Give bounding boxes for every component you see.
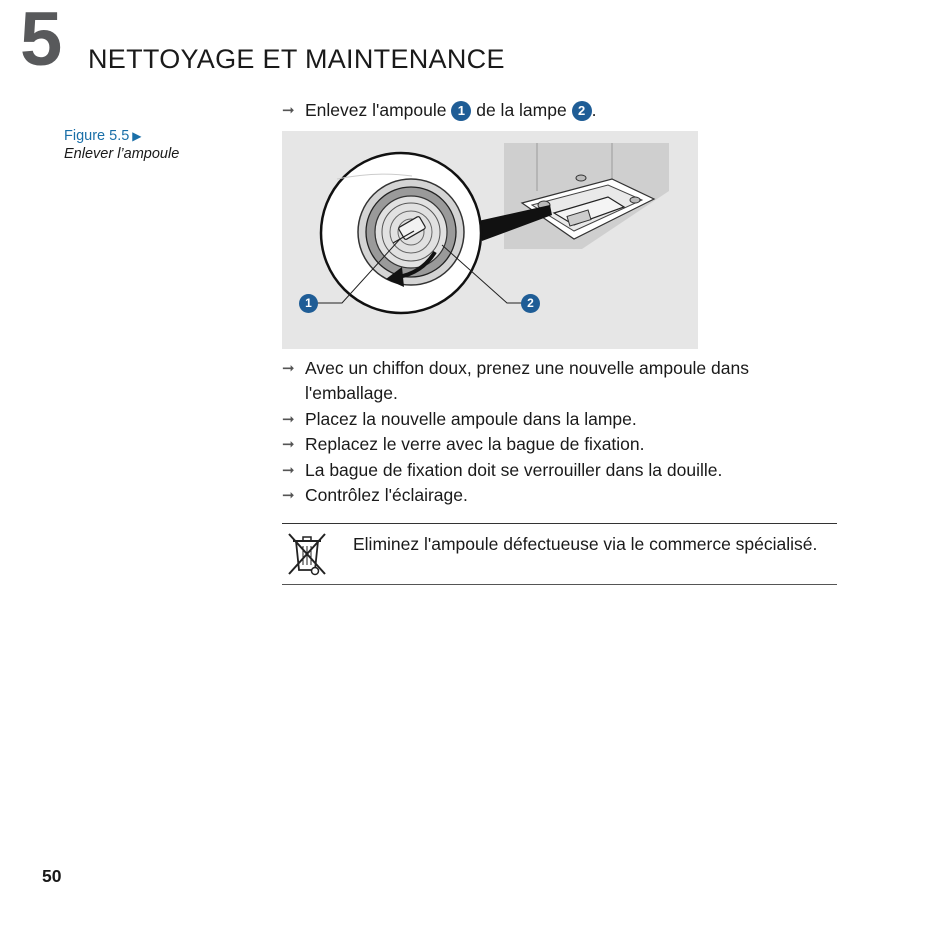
figure-label: Figure 5.5	[64, 128, 130, 144]
arrow-right-icon: ➞	[282, 360, 295, 377]
bulb-removal-drawing	[282, 131, 698, 349]
notice-text: Eliminez l'ampoule défectueuse via le commerce spécialisé.	[353, 534, 818, 554]
disposal-notice	[282, 523, 837, 585]
list-item	[282, 432, 645, 457]
list-item	[282, 458, 722, 483]
step-text: de la lampe	[476, 100, 567, 120]
lamp-illustration	[282, 131, 698, 349]
list-item	[282, 407, 637, 432]
step-text: Avec un chiffon doux, prenez une nouvelle ampoule dans l'emballage.	[305, 358, 749, 403]
arrow-right-icon: ➞	[282, 411, 295, 428]
step-text: La bague de fixation doit se verrouiller dans la douille.	[305, 460, 723, 480]
callout-badge-2: 2	[521, 294, 540, 313]
callout-badge-1: 1	[299, 294, 318, 313]
page-number: 50	[42, 866, 62, 886]
figure-caption	[64, 128, 179, 162]
step-text: Enlevez l'ampoule	[305, 100, 447, 120]
arrow-right-icon: ➞	[282, 487, 295, 504]
callout-badge-2: 2	[572, 101, 592, 121]
chapter-title: NETTOYAGE ET MAINTENANCE	[88, 44, 505, 74]
step-text: .	[591, 100, 597, 120]
crossed-out-bin-icon	[284, 528, 330, 578]
callout-badge-1: 1	[451, 101, 471, 121]
step-text: Contrôlez l'éclairage.	[305, 485, 468, 505]
intro-step	[282, 98, 596, 123]
arrow-right-icon: ➞	[282, 102, 295, 119]
play-triangle-icon: ▶	[132, 129, 142, 143]
chapter-number: 5	[20, 0, 63, 82]
step-text: Placez la nouvelle ampoule dans la lampe.	[305, 409, 637, 429]
figure-title: Enlever l’ampoule	[64, 146, 180, 162]
arrow-right-icon: ➞	[282, 462, 295, 479]
arrow-right-icon: ➞	[282, 436, 295, 453]
list-item	[282, 483, 468, 508]
step-text: Replacez le verre avec la bague de fixation.	[305, 434, 645, 454]
list-item	[282, 356, 782, 406]
